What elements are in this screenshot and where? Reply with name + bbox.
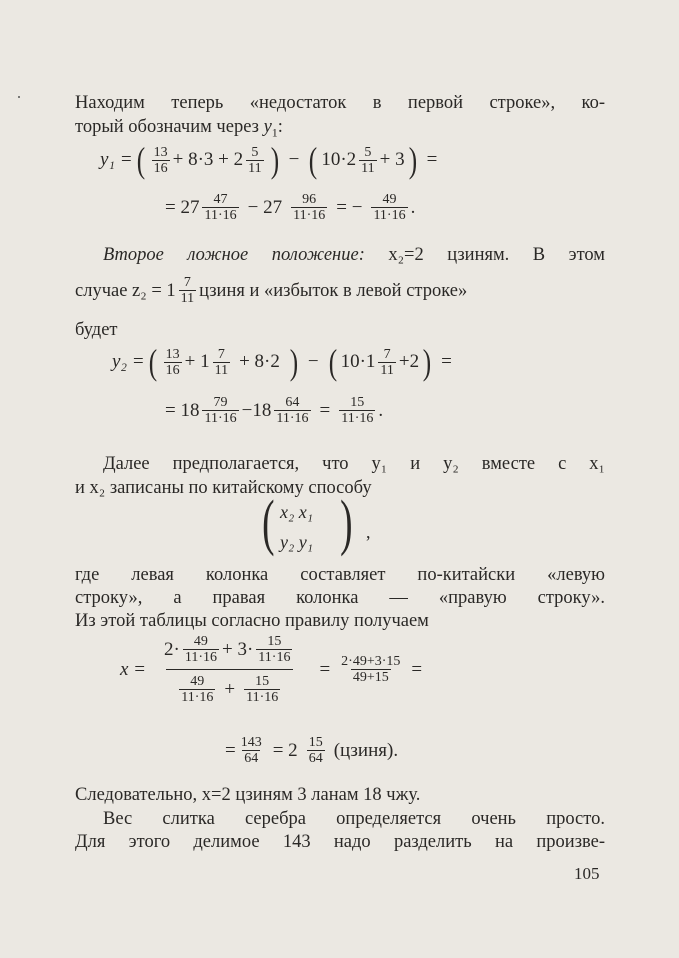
text-line-2: торый обозначим через $y_1$: — [75, 117, 283, 140]
text-line-13: Для этого делимое 143 надо разделить на произве- — [75, 832, 605, 852]
equation-x: x = 2· $\frac{49}{11\cdot 16}$ + 3· $\frac{15}{11\cdot 16}$ $\frac{49}{11\cdot 16}$ + $\frac{15}{11\cdot 16}$ = $\frac{2\cdot 49+3\cdot 15}{49+15}$ = — [120, 634, 423, 705]
equation-y1-result: = 27 $\frac{47}{11\cdot 16}$ − 27 $\frac{96}{11\cdot 16}$ = − $\frac{49}{11\cdot 16}$ . — [165, 192, 416, 223]
text-line-11: Следовательно, x=2 цзиням 3 ланам 18 чжу. — [75, 785, 421, 805]
text-line-5: будет — [75, 320, 118, 340]
chinese-matrix: ( x₂ x₁ y₂ y₁ ) , — [262, 489, 371, 557]
equation-y2-result: = 18 $\frac{79}{11\cdot 16}$ −18 $\frac{64}{11\cdot 16}$ = $\frac{15}{11\cdot 16}$ . — [165, 395, 384, 426]
text-line-4: случае z₂ = 1 $\frac{7}{11}$ цзиня и «избыток в левой строке» — [75, 275, 468, 306]
text-line-8: где левая колонка составляет по-китайски «левую — [75, 565, 605, 585]
text-line-6: Далее предполагается, что y₁ и y₂ вместе с x₁ — [103, 454, 605, 474]
text-line-12: Вес слитка серебра определяется очень просто. — [103, 809, 605, 829]
speck — [18, 96, 20, 98]
text-line-9: строку», а правая колонка — «правую строку». — [75, 588, 605, 608]
text-line-10: Из этой таблицы согласно правилу получаем — [75, 611, 429, 631]
equation-x-result: = $\frac{143}{64}$ = 2 $\frac{15}{64}$ (цзиня). — [225, 735, 399, 766]
text-line-3: Второе ложное положение: x₂=2 цзиням. В этом — [103, 245, 606, 265]
page-number: 105 — [574, 864, 600, 883]
text-line-1: Находим теперь «недостаток в первой строке», ко- — [75, 93, 605, 113]
equation-y1: y₁ = ( $\frac{13}{16}$ + 8·3 + 2 $\frac{5}{11}$ ) − ( 10·2 $\frac{5}{11}$ + 3 ) = — [100, 140, 438, 180]
equation-y2: y₂ = ( $\frac{13}{16}$ + 1 $\frac{7}{11}$ + 8·2 ) − ( 10·1 $\frac{7}{11}$ +2 ) = — [112, 342, 452, 382]
text-line-7: и x₂ записаны по китайскому способу — [75, 478, 372, 498]
